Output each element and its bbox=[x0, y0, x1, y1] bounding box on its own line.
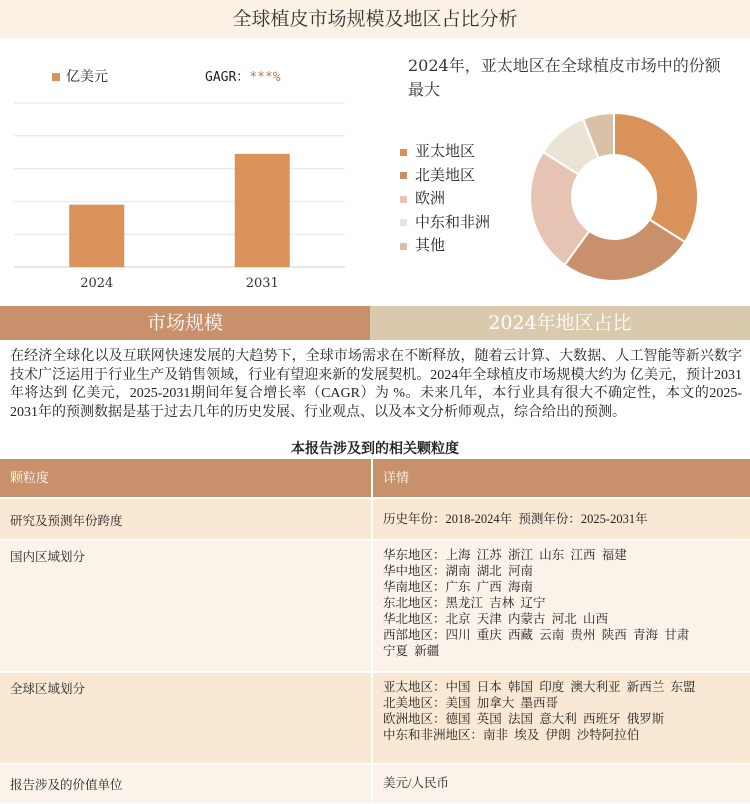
detail-line: 东北地区：黑龙江 吉林 辽宁 bbox=[383, 596, 546, 610]
detail-line: 华中地区：湖南 湖北 河南 bbox=[383, 564, 534, 578]
bar-2031 bbox=[235, 154, 290, 267]
table-row bbox=[0, 498, 750, 540]
detail-line: 华南地区：广东 广西 海南 bbox=[383, 580, 534, 594]
x-tick-label: 2024 bbox=[80, 276, 114, 291]
row-label: 全球区域划分 bbox=[0, 672, 372, 764]
detail-line: 亚太地区：中国 日本 韩国 印度 澳大利亚 新西兰 东盟 bbox=[383, 680, 696, 694]
detail-line: 欧洲地区：德国 英国 法国 意大利 西班牙 俄罗斯 bbox=[383, 712, 665, 726]
legend-label: 北美地区 bbox=[415, 165, 476, 184]
row-label: 报告涉及的价值单位 bbox=[0, 764, 372, 804]
legend-label: 欧洲 bbox=[415, 189, 446, 207]
legend-label: 中东和非洲 bbox=[415, 212, 491, 231]
section-market-size: 市场规模 bbox=[0, 306, 370, 340]
detail-line: 历史年份：2018-2024年 预测年份：2025-2031年 bbox=[383, 512, 648, 526]
legend-label: 亿美元 bbox=[66, 69, 108, 85]
row-details bbox=[372, 498, 750, 540]
table-caption: 本报告涉及到的相关颗粒度 bbox=[291, 441, 459, 457]
cagr-value: ***% bbox=[249, 70, 281, 85]
granularity-table bbox=[0, 459, 750, 804]
x-tick-label: 2031 bbox=[245, 276, 279, 291]
market-size-chart bbox=[0, 40, 375, 302]
section-region-share: 2024年地区占比 bbox=[370, 306, 750, 340]
row-details bbox=[372, 672, 750, 764]
row-details bbox=[372, 764, 750, 804]
row-label: 研究及预测年份跨度 bbox=[0, 498, 372, 540]
page-title: 全球植皮市场规模及地区占比分析 bbox=[0, 0, 750, 38]
header-details: 详情 bbox=[372, 459, 750, 498]
pie-title: 2024年，亚太地区在全球植皮市场中的份额最大 bbox=[408, 56, 721, 99]
row-details bbox=[372, 540, 750, 672]
detail-line: 中东和非洲地区：南非 埃及 伊朗 沙特阿拉伯 bbox=[383, 728, 640, 742]
table-row bbox=[0, 672, 750, 764]
bar-chart-svg bbox=[0, 40, 375, 302]
detail-line: 北美地区：美国 加拿大 墨西哥 bbox=[383, 696, 559, 710]
table-header-row bbox=[0, 459, 750, 498]
table-row bbox=[0, 764, 750, 804]
bar-2024 bbox=[69, 205, 124, 267]
detail-line: 华北地区：北京 天津 内蒙古 河北 山西 bbox=[383, 612, 609, 626]
donut-chart-svg bbox=[390, 40, 750, 302]
detail-line: 华东地区：上海 江苏 浙江 山东 江西 福建 bbox=[383, 548, 627, 562]
detail-line: 西部地区：四川 重庆 西藏 云南 贵州 陕西 青海 甘肃 bbox=[383, 628, 690, 642]
region-share-chart bbox=[390, 40, 750, 302]
detail-line: 宁夏 新疆 bbox=[383, 644, 440, 658]
table-row bbox=[0, 540, 750, 672]
header-granularity: 颗粒度 bbox=[0, 459, 372, 498]
intro-paragraph: 在经济全球化以及互联网快速发展的大趋势下，全球市场需求在不断释放，随着云计算、大数据、人工智能等新兴数字技术广泛运用于行业生产及销售领域，行业有望迎来新的发展契机。2024年全球植皮市场规模大约为 亿美元，预计2031年将达到 亿美元，2025-2031期间年复合增长率（CAGR）为 %。未来几年，本行业具有很大不确定性，本文的2025-2031年的预测数据是基于过去几年的历史发展、行业观点、以及本文分析师观点，综合给出的预测。 bbox=[10, 349, 742, 420]
cagr-label: GAGR： bbox=[205, 70, 250, 85]
detail-line: 美元/人民币 bbox=[383, 776, 449, 790]
legend-label: 亚太地区 bbox=[415, 142, 476, 160]
legend-label: 其他 bbox=[415, 236, 446, 254]
row-label: 国内区域划分 bbox=[0, 540, 372, 672]
